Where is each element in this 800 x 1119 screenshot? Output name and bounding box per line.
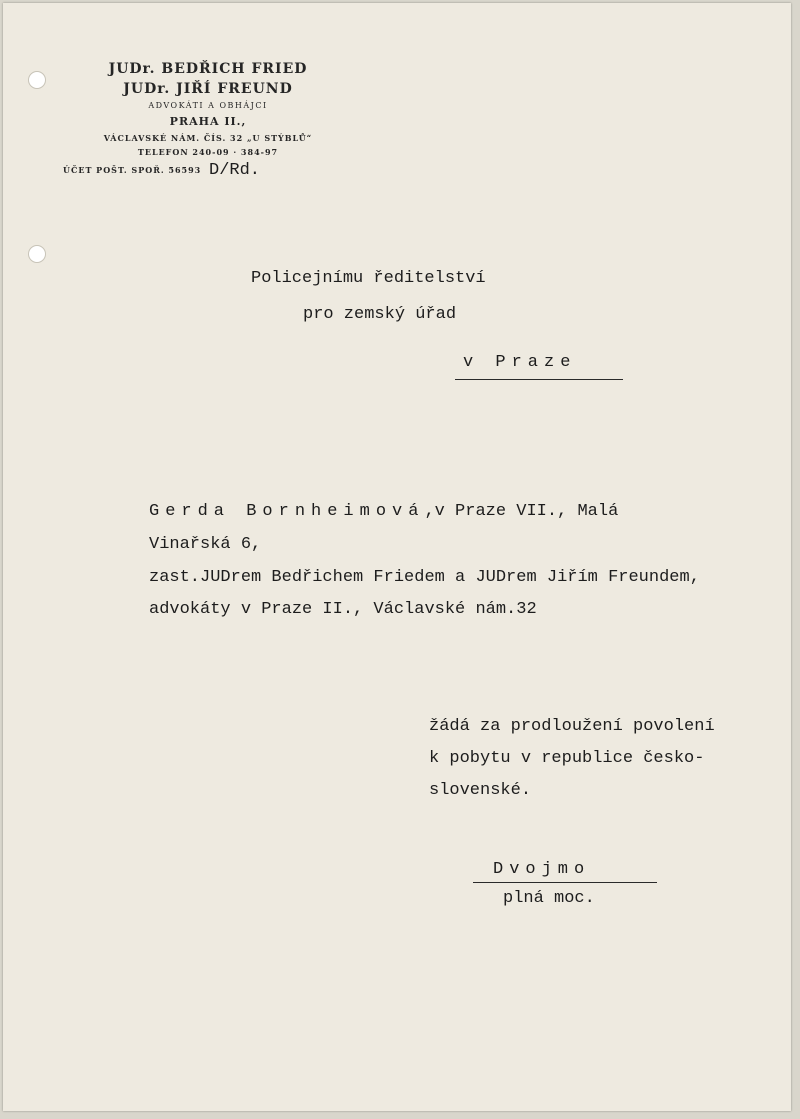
copies-power-of-attorney: plná moc.	[503, 889, 595, 908]
reference-mark: D/Rd.	[209, 161, 261, 180]
letterhead-name-2: JUDr. JIŘÍ FREUND	[123, 81, 293, 97]
applicant-line-2: Vinařská 6,	[149, 535, 262, 554]
letterhead-name-1: JUDr. BEDŘICH FRIED	[108, 61, 308, 77]
applicant-address-start: ,v Praze VII., Malá	[424, 502, 619, 521]
addressee-line-2: pro zemský úřad	[303, 305, 457, 324]
letterhead-profession: ADVOKÁTI A OBHÁJCI	[148, 101, 268, 110]
applicant-name: Gerda Bornheimová	[149, 502, 425, 521]
addressee-underline	[455, 379, 623, 380]
letterhead-account: ÚČET POŠT. SPOŘ. 56593	[63, 165, 202, 175]
letterhead-city: PRAHA II.,	[169, 115, 247, 128]
copies-underline	[473, 882, 657, 883]
applicant-line-3: zast.JUDrem Bedřichem Friedem a JUDrem Jiřím Freundem,	[149, 568, 700, 587]
addressee-line-1: Policejnímu ředitelství	[251, 269, 486, 288]
copies-label: Dvojmo	[493, 860, 591, 879]
document-page	[3, 3, 791, 1111]
addressee-line-3: v Praze	[463, 353, 577, 372]
letterhead-phone: TELEFON 240-09 · 384-97	[137, 147, 279, 157]
applicant-line-4: advokáty v Praze II., Václavské nám.32	[149, 600, 537, 619]
request-line-1: žádá za prodloužení povolení	[429, 717, 715, 736]
request-line-2: k pobytu v republice česko-	[429, 749, 705, 768]
letterhead-address: VÁCLAVSKÉ NÁM. ČÍS. 32 „U STÝBLŮ“	[103, 133, 313, 143]
letterhead	[63, 59, 353, 159]
punch-hole-top	[28, 71, 46, 89]
applicant-line-1	[149, 500, 618, 524]
punch-hole-bottom	[28, 245, 46, 263]
request-line-3: slovenské.	[429, 781, 532, 800]
